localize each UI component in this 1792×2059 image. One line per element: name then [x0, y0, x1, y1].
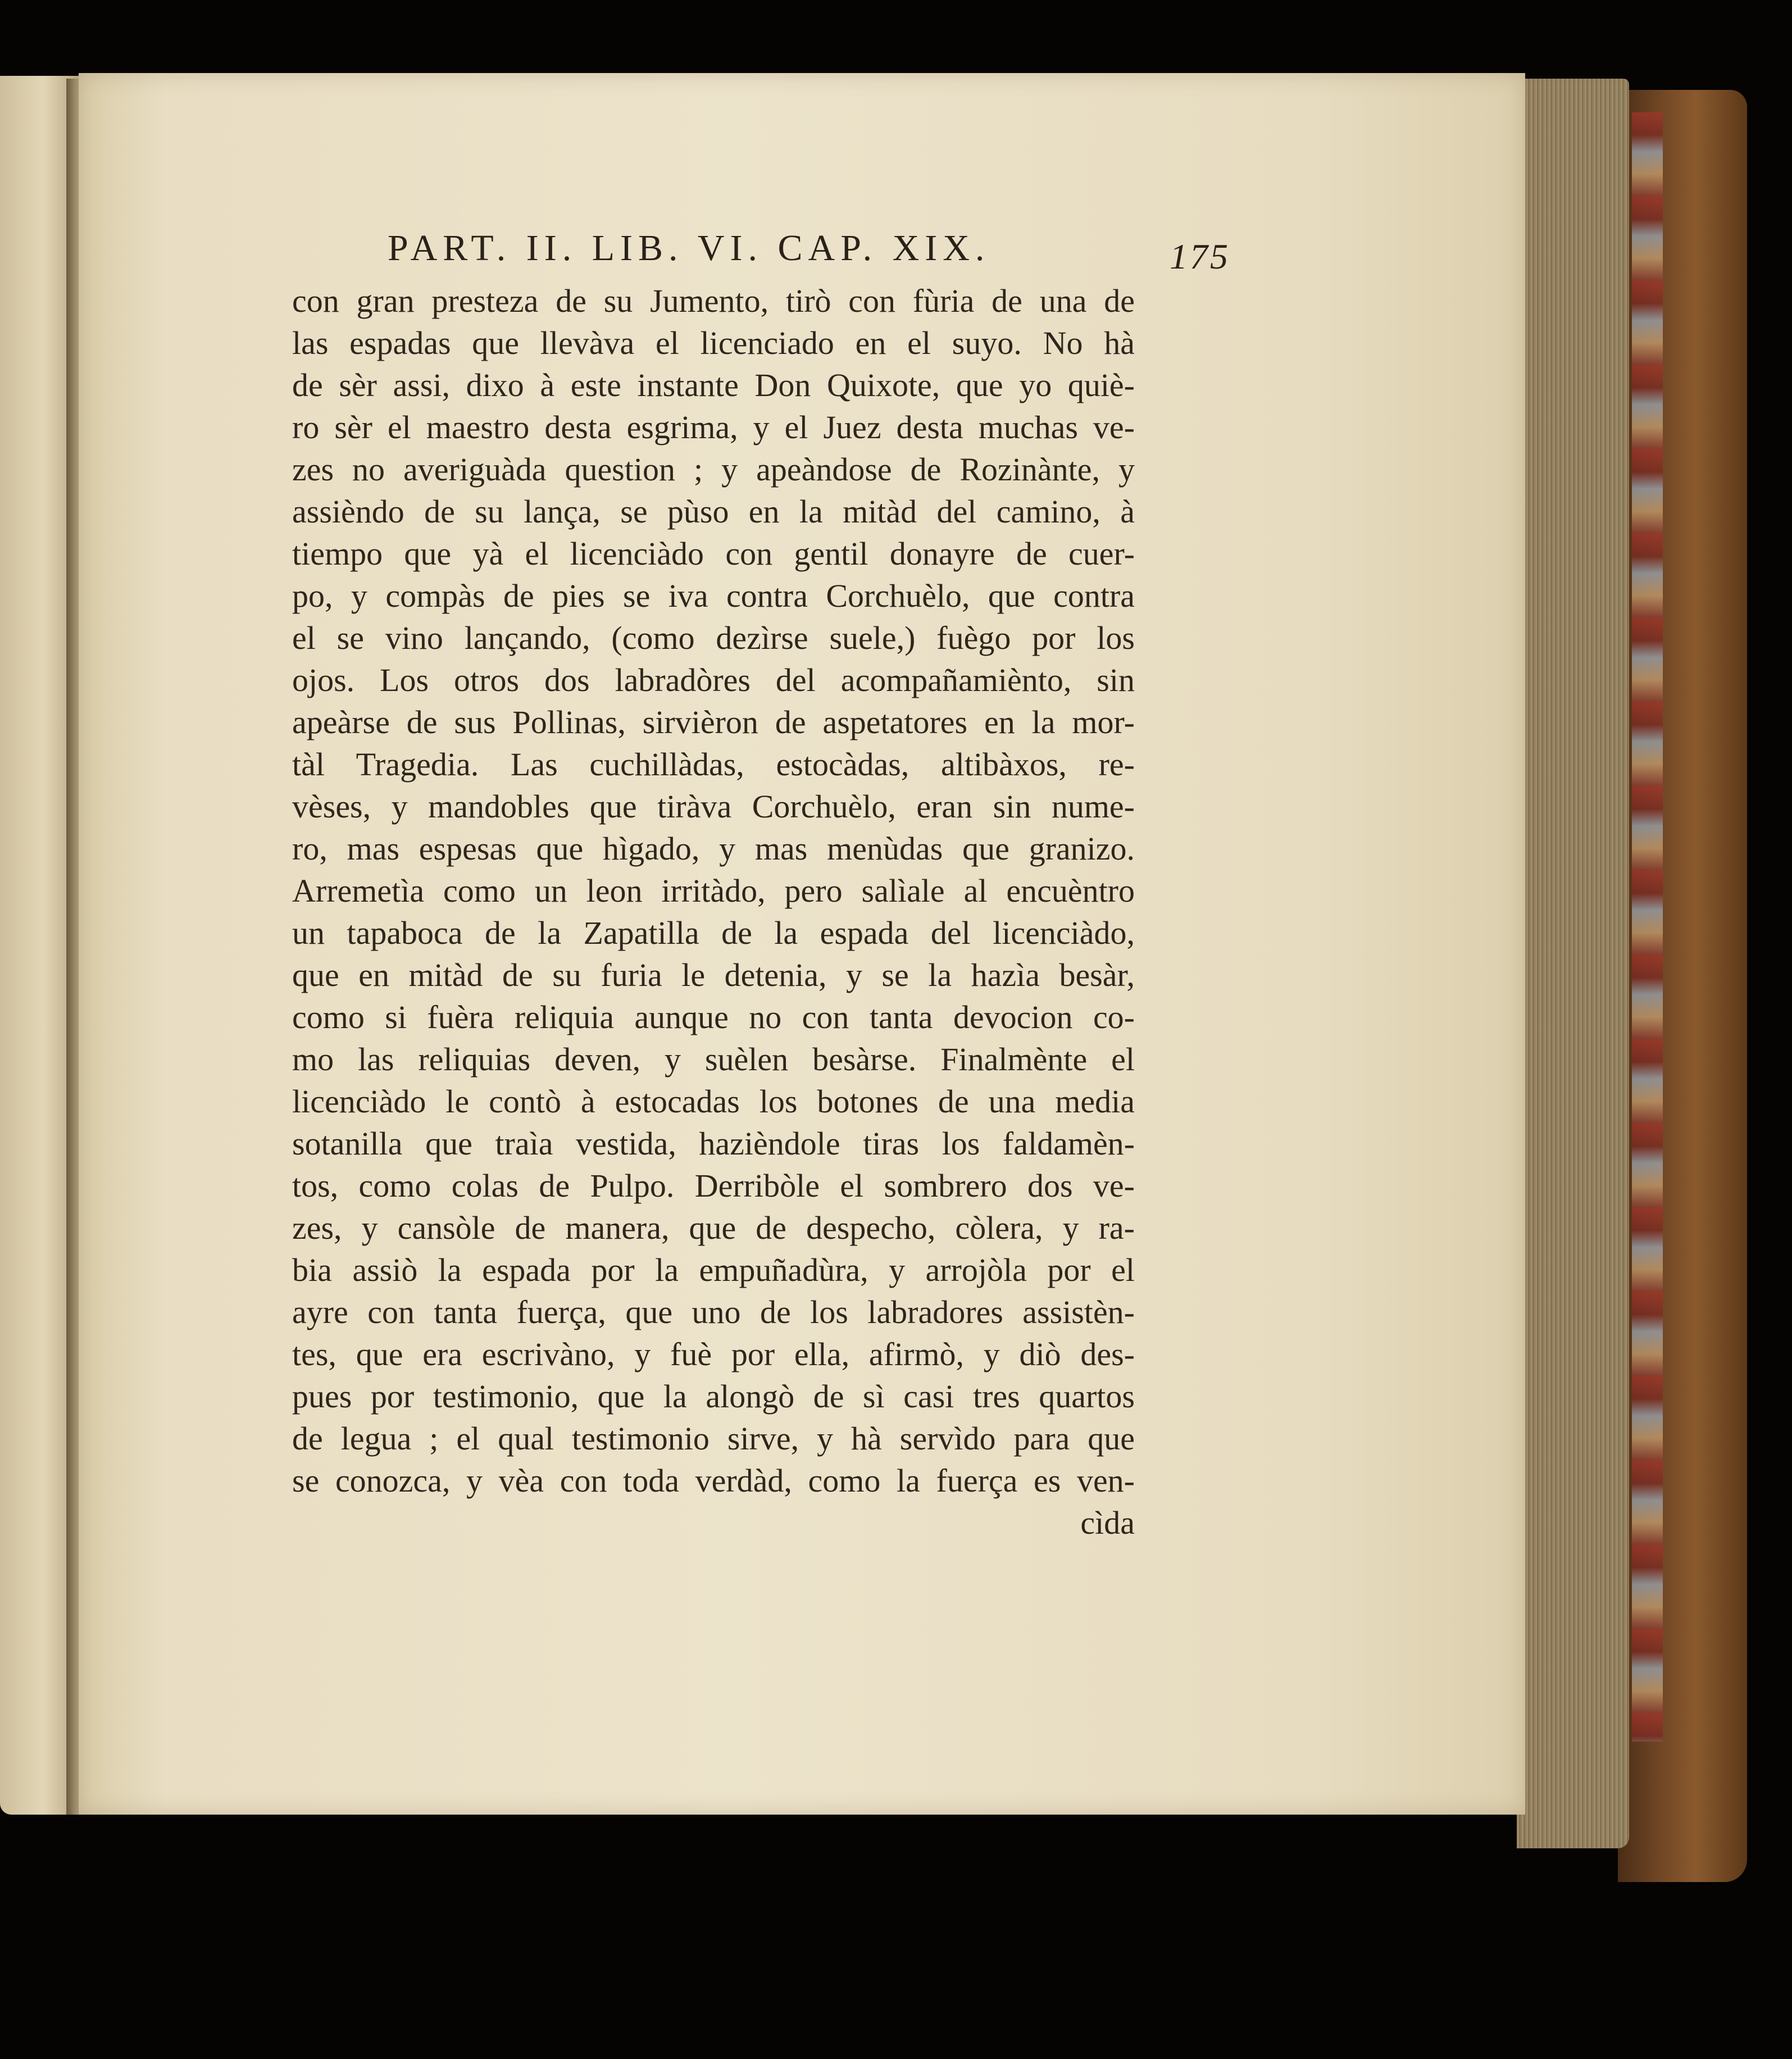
text-line: tes, que era escrivàno, y fuè por ella, afirmò, y diò des-	[292, 1336, 1135, 1372]
text-line: sotanilla que traìa vestida, hazièndole tiras los faldamèn-	[292, 1125, 1135, 1162]
text-line: zes no averiguàda question ; y apeàndose de Rozinànte, y	[292, 451, 1135, 488]
text-line: licenciàdo le contò à estocadas los botones de una media	[292, 1083, 1135, 1120]
text-line: bia assiò la espada por la empuñadùra, y arrojòla por el	[292, 1252, 1135, 1288]
text-line: zes, y cansòle de manera, que de despecho, còlera, y ra-	[292, 1210, 1135, 1246]
text-line: Arremetìa como un leon irritàdo, pero salìale al encuèntro	[292, 872, 1135, 909]
text-line: ro, mas espesas que hìgado, y mas menùdas que granizo.	[292, 830, 1135, 867]
text-line: ojos. Los otros dos labradòres del acompañamiènto, sin	[292, 662, 1135, 698]
body-text	[292, 280, 1135, 1544]
text-line: de sèr assi, dixo à este instante Don Quixote, que yo quiè-	[292, 367, 1135, 403]
text-line: se conozca, y vèa con toda verdàd, como la fuerça es ven-	[292, 1462, 1135, 1499]
text-line: apeàrse de sus Pollinas, sirvièron de aspetatores en la mor-	[292, 704, 1135, 740]
text-line: vèses, y mandobles que tiràva Corchuèlo, eran sin nume-	[292, 788, 1135, 825]
text-line: po, y compàs de pies se iva contra Corchuèlo, que contra	[292, 578, 1135, 614]
text-line: tàl Tragedia. Las cuchillàdas, estocàdas, altibàxos, re-	[292, 746, 1135, 783]
marbled-edge	[1632, 112, 1663, 1742]
text-line: mo las reliquias deven, y suèlen besàrse. Finalmènte el	[292, 1041, 1135, 1078]
page-number: 175	[1170, 237, 1230, 276]
catchword: cìda	[1080, 1505, 1135, 1541]
text-line: de legua ; el qual testimonio sirve, y hà servìdo para que	[292, 1420, 1135, 1457]
text-line: pues por testimonio, que la alongò de sì casi tres quartos	[292, 1378, 1135, 1415]
text-line: assièndo de su lança, se pùso en la mitàd del camino, à	[292, 493, 1135, 530]
text-line: ayre con tanta fuerça, que uno de los labradores assistèn-	[292, 1294, 1135, 1330]
text-line: tiempo que yà el licenciàdo con gentil donayre de cuer-	[292, 535, 1135, 572]
page-edges	[1517, 79, 1629, 1848]
text-line: como si fuèra reliquia aunque no con tanta devocion co-	[292, 999, 1135, 1035]
text-line: un tapaboca de la Zapatilla de la espada del licenciàdo,	[292, 915, 1135, 951]
text-line: que en mitàd de su furia le detenia, y se la hazìa besàr,	[292, 957, 1135, 993]
text-line: con gran presteza de su Jumento, tirò con fùria de una de	[292, 283, 1135, 319]
text-line: ro sèr el maestro desta esgrima, y el Juez desta muchas ve-	[292, 409, 1135, 446]
running-head: PART. II. LIB. VI. CAP. XIX.	[388, 228, 990, 269]
text-line: las espadas que llevàva el licenciado en el suyo. No hà	[292, 325, 1135, 361]
text-line: el se vino lançando, (como dezìrse suele,) fuègo por los	[292, 620, 1135, 656]
text-line: tos, como colas de Pulpo. Derribòle el sombrero dos ve-	[292, 1167, 1135, 1204]
